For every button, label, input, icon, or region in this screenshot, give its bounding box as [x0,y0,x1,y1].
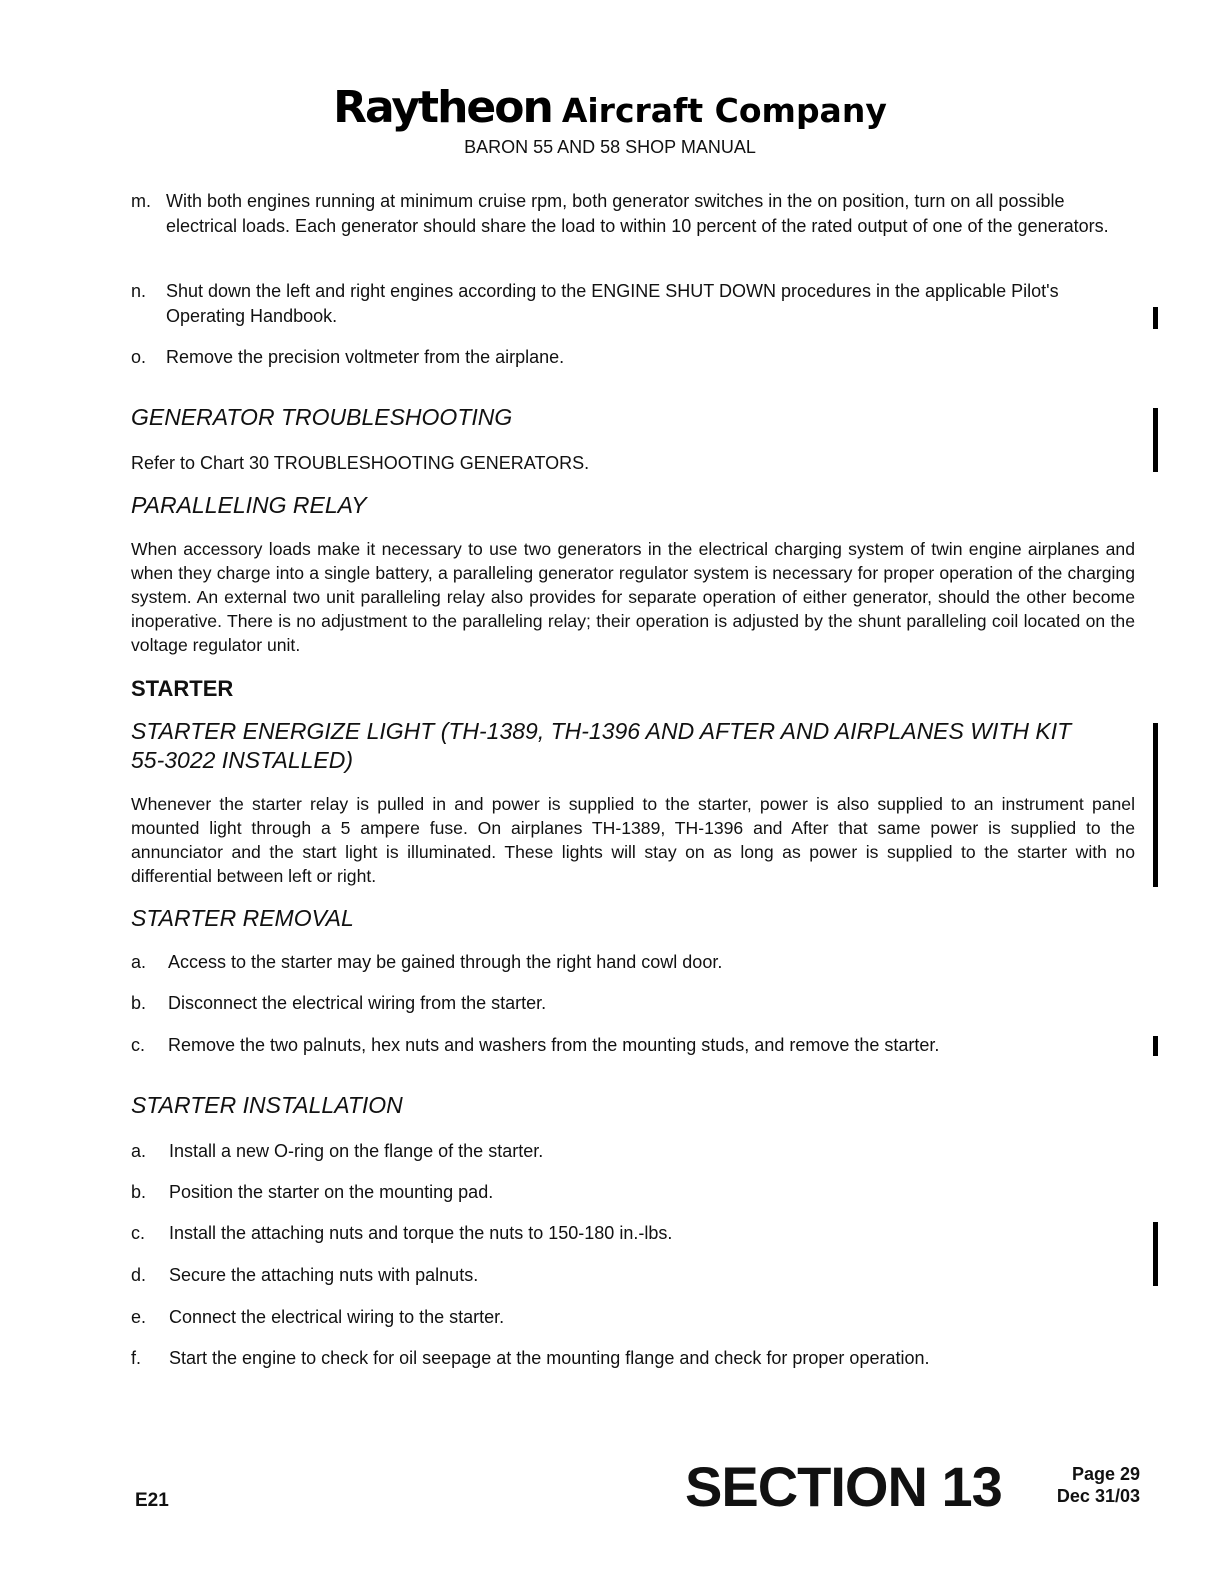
page-info [1040,1463,1140,1507]
list-item [131,1221,1131,1246]
heading-line: 55-3022 INSTALLED) [131,747,354,773]
manual-title: BARON 55 AND 58 SHOP MANUAL [464,137,756,157]
paragraph: Refer to Chart 30 TROUBLESHOOTING GENERATORS. [131,453,590,473]
list-item [131,991,1131,1016]
page-number: Page 29 [1071,1464,1140,1484]
list-item [131,1033,1131,1058]
paragraph: Whenever the starter relay is pulled in and power is supplied to the starter, power is also supplied to an instrument panel mounted light through a 5 ampere fuse. On airplanes TH-1389, TH-1396 and After that same power is supplied to the annunciator and the start light is illuminated. These lights will stay on as long as power is supplied to the starter with no differential between left or right. [131,794,1135,886]
change-bar [1153,1222,1158,1286]
item-text: Secure the attaching nuts with palnuts. [169,1265,479,1285]
item-text: Start the engine to check for oil seepage at the mounting flange and check for proper operation. [169,1348,930,1368]
page-code: E21 [135,1490,169,1511]
change-bar [1153,307,1158,329]
list-item [131,345,1131,370]
item-text: Connect the electrical wiring to the starter. [169,1307,505,1327]
section-number: SECTION 13 [685,1455,1002,1518]
item-label: c. [131,1223,146,1243]
item-label: c. [131,1035,146,1055]
company-logo [0,82,1220,133]
list-item [131,279,1131,328]
item-label: a. [131,952,147,972]
change-bar [1153,408,1158,472]
item-label: d. [131,1265,147,1285]
heading-line: STARTER ENERGIZE LIGHT (TH-1389, TH-1396 AND AFTER AND AIRPLANES WITH KIT [131,718,1072,744]
section-heading: GENERATOR TROUBLESHOOTING [131,404,513,430]
change-bar [1153,1036,1158,1056]
item-text: Disconnect the electrical wiring from the starter. [168,993,547,1013]
item-label: a. [131,1141,147,1161]
item-label: f. [131,1348,142,1368]
brand-name: Raytheon [333,82,552,133]
company-name: Aircraft Company [561,91,887,130]
item-text: Remove the two palnuts, hex nuts and washers from the mounting studs, and remove the starter. [168,1035,940,1055]
list-item [131,1346,1131,1371]
change-bar [1153,723,1158,887]
item-text: Position the starter on the mounting pad. [169,1182,494,1202]
item-text: Remove the precision voltmeter from the airplane. [166,347,565,367]
section-heading: STARTER INSTALLATION [131,1092,403,1118]
list-item [131,189,1131,238]
item-label: m. [131,191,151,211]
list-item [131,1305,1131,1330]
page-date: Dec 31/03 [1056,1486,1140,1506]
item-label: n. [131,281,147,301]
item-label: o. [131,347,147,367]
list-item [131,950,1131,975]
item-text: With both engines running at minimum cruise rpm, both generator switches in the on position, turn on all possible electrical loads. Each generator should share the load to within 10 percent of the rated output of one of the generators. [166,191,1109,236]
item-label: b. [131,1182,147,1202]
item-text: Access to the starter may be gained through the right hand cowl door. [168,952,723,972]
list-item [131,1263,1131,1288]
list-item [131,1139,1131,1164]
item-text: Install the attaching nuts and torque the nuts to 150-180 in.-lbs. [169,1223,673,1243]
section-heading: PARALLELING RELAY [131,492,367,518]
item-label: b. [131,993,147,1013]
item-text: Shut down the left and right engines according to the ENGINE SHUT DOWN procedures in the applicable Pilot's Operating Handbook. [166,281,1059,326]
section-heading: STARTER [131,676,234,701]
paragraph: When accessory loads make it necessary to use two generators in the electrical charging system of twin engine airplanes and when they charge into a single battery, a paralleling generator regulator system is necessary for proper operation of the charging system. An external two unit paralleling relay also provides for separate operation of either generator, should the other become inoperative. There is no adjustment to the paralleling relay; their operation is adjusted by the shunt paralleling coil located on the voltage regulator unit. [131,539,1135,655]
subsection-heading [131,717,1131,775]
item-text: Install a new O-ring on the flange of the starter. [169,1141,544,1161]
item-label: e. [131,1307,147,1327]
list-item [131,1180,1131,1205]
section-heading: STARTER REMOVAL [131,905,354,931]
